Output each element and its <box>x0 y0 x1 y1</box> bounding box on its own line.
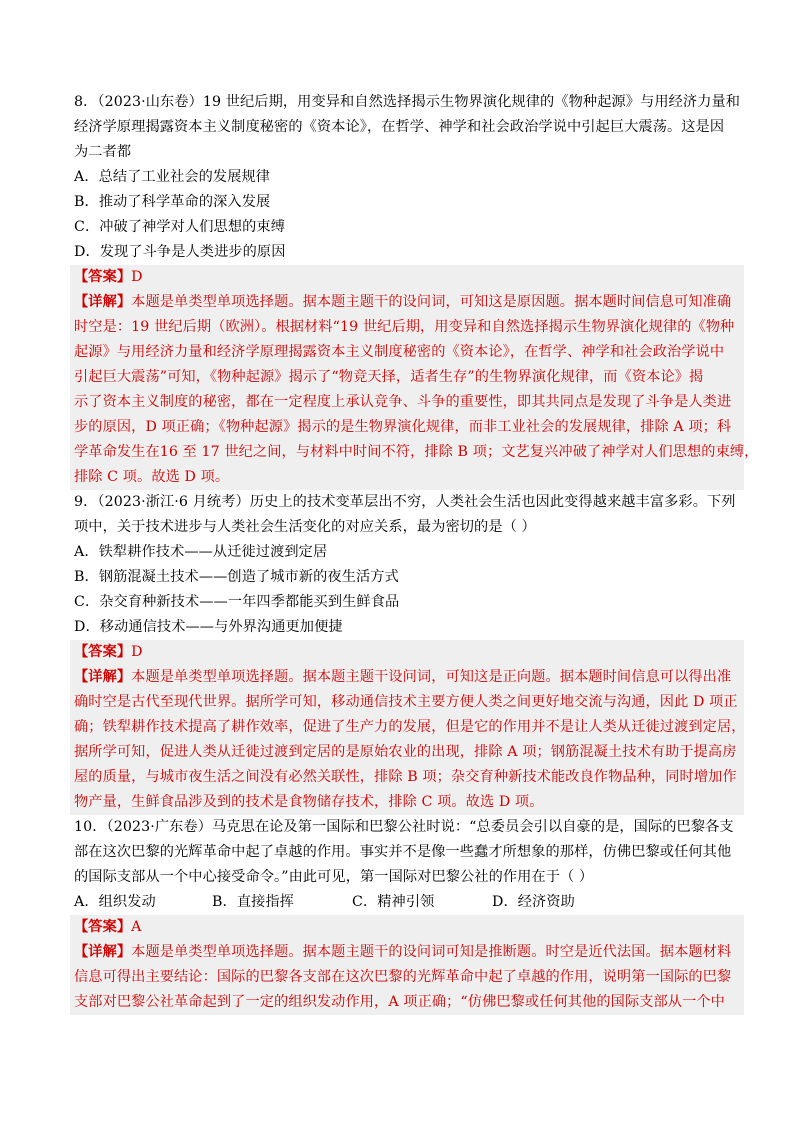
question-8 <box>74 90 759 490</box>
option-c: C．精神引领 <box>352 894 435 910</box>
answer-tag: 【答案】 <box>74 919 132 935</box>
detail-tag: 【详解】 <box>74 669 132 685</box>
detail-line <box>74 290 744 315</box>
answer-value: D <box>131 269 143 285</box>
answer-line <box>74 265 744 290</box>
answer-block <box>70 640 744 815</box>
detail-line: 物产量，生鲜食品涉及到的技术是食物储存技术，排除 C 项。故选 D 项。 <box>74 794 544 810</box>
answer-block <box>70 915 744 1015</box>
detail-line: 据所学可知，促进人类从迁徙过渡到定居的是原始农业的出现，排除 A 项；钢筋混凝土技术有助于提高房 <box>74 744 737 760</box>
detail-tag: 【详解】 <box>74 944 132 960</box>
detail-line: 支部对巴黎公社革命起到了一定的组织发动作用，A 项正确；“仿佛巴黎或任何其他的国际支部从一个中 <box>74 994 725 1010</box>
option-b: B．直接指挥 <box>212 894 294 910</box>
document-content <box>74 90 759 1015</box>
question-text-line: 的国际支部从一个中心接受命令。”由此可见，第一国际对巴黎公社的作用在于（ ） <box>74 869 594 885</box>
question-text-line: 项中，关于技术进步与人类社会生活变化的对应关系，最为密切的是（ ） <box>74 519 536 535</box>
answer-value: D <box>131 644 143 660</box>
option-b: B．推动了科学革命的深入发展 <box>74 194 271 210</box>
question-10 <box>74 815 734 1015</box>
detail-text: 本题是单类型单项选择题。据本题主题干设问词，可知这是正向题。据本题时间信息可以得出准 <box>131 669 732 685</box>
detail-line: 时空是：19 世纪后期（欧洲）。根据材料“19 世纪后期，用变异和自然选择揭示生物界演化规律的《物种 <box>74 319 735 335</box>
answer-block <box>70 265 759 490</box>
detail-line: 起源》与用经济力量和经济学原理揭露资本主义制度秘密的《资本论》，在哲学、神学和社会政治学说中 <box>74 344 725 360</box>
answer-tag: 【答案】 <box>74 644 132 660</box>
detail-line: 信息可得出主要结论：国际的巴黎各支部在这次巴黎的光辉革命中起了卓越的作用，说明第一国际的巴黎 <box>74 969 732 985</box>
answer-value: A <box>131 919 142 935</box>
options-row <box>74 890 734 915</box>
detail-line <box>74 665 744 690</box>
answer-line <box>74 915 744 940</box>
detail-line: 屋的质量，与城市夜生活之间没有必然关联性，排除 B 项；杂交育种新技术能改良作物品种，同时增加作 <box>74 769 737 785</box>
option-d: D．发现了斗争是人类进步的原因 <box>74 244 286 260</box>
detail-tag: 【详解】 <box>74 294 132 310</box>
answer-tag: 【答案】 <box>74 269 132 285</box>
answer-line <box>74 640 744 665</box>
option-c: C．杂交育种新技术——一年四季都能买到生鲜食品 <box>74 594 400 610</box>
option-d: D．经济资助 <box>492 894 575 910</box>
option-c: C．冲破了神学对人们思想的束缚 <box>74 219 285 235</box>
question-9 <box>74 490 746 815</box>
question-text-line: 9．（2023·浙江·6 月统考）历史上的技术变革层出不穷，人类社会生活也因此变得越来越丰富多彩。下列 <box>74 494 736 510</box>
detail-line: 排除 C 项。故选 D 项。 <box>74 469 230 485</box>
detail-line <box>74 940 744 965</box>
detail-line: 学革命发生在16 至 17 世纪之间，与材料中时间不符，排除 B 项；文艺复兴冲破了神学对人们思想的束缚， <box>74 444 759 460</box>
option-d: D．移动通信技术——与外界沟通更加便捷 <box>74 619 343 635</box>
option-b: B．钢筋混凝土技术——创造了城市新的夜生活方式 <box>74 569 399 585</box>
detail-line: 步的原因，D 项正确；《物种起源》揭示的是生物界演化规律，而非工业社会的发展规律，排除 A 项；科 <box>74 419 732 435</box>
question-text-line: 为二者都 <box>74 144 132 160</box>
detail-line: 确；铁犁耕作技术提高了耕作效率，促进了生产力的发展，但是它的作用并不是让人类从迁徙过渡到定居， <box>74 719 746 735</box>
question-text-line: 10．（2023·广东卷）马克思在论及第一国际和巴黎公社时说：“总委员会引以自豪的是，国际的巴黎各支 <box>74 819 734 835</box>
question-text-line: 部在这次巴黎的光辉革命中起了卓越的作用。事实并不是像一些蠢才所想象的那样，仿佛巴黎或任何其他 <box>74 844 732 860</box>
option-a: A．总结了工业社会的发展规律 <box>74 169 271 185</box>
detail-line: 确时空是古代至现代世界。据所学可知，移动通信技术主要方便人类之间更好地交流与沟通，因此 D 项正 <box>74 694 738 710</box>
detail-line: 引起巨大震荡”可知，《物种起源》揭示了“物竞天择，适者生存”的生物界演化规律，而《资本论》揭 <box>74 369 704 385</box>
option-a: A．组织发动 <box>74 894 156 910</box>
detail-text: 本题是单类型单项选择题。据本题主题干的设问词可知是推断题。时空是近代法国。据本题材料 <box>131 944 732 960</box>
question-text-line: 8．（2023·山东卷）19 世纪后期，用变异和自然选择揭示生物界演化规律的《物种起源》与用经济力量和 <box>74 94 741 110</box>
question-text-line: 经济学原理揭露资本主义制度秘密的《资本论》，在哲学、神学和社会政治学说中引起巨大震荡。这是因 <box>74 119 725 135</box>
detail-line: 示了资本主义制度的秘密，都在一定程度上承认竞争、斗争的重要性，即其共同点是发现了斗争是人类进 <box>74 394 732 410</box>
detail-text: 本题是单类型单项选择题。据本题主题干的设问词，可知这是原因题。据本题时间信息可知准确 <box>131 294 732 310</box>
option-a: A．铁犁耕作技术——从迁徙过渡到定居 <box>74 544 328 560</box>
